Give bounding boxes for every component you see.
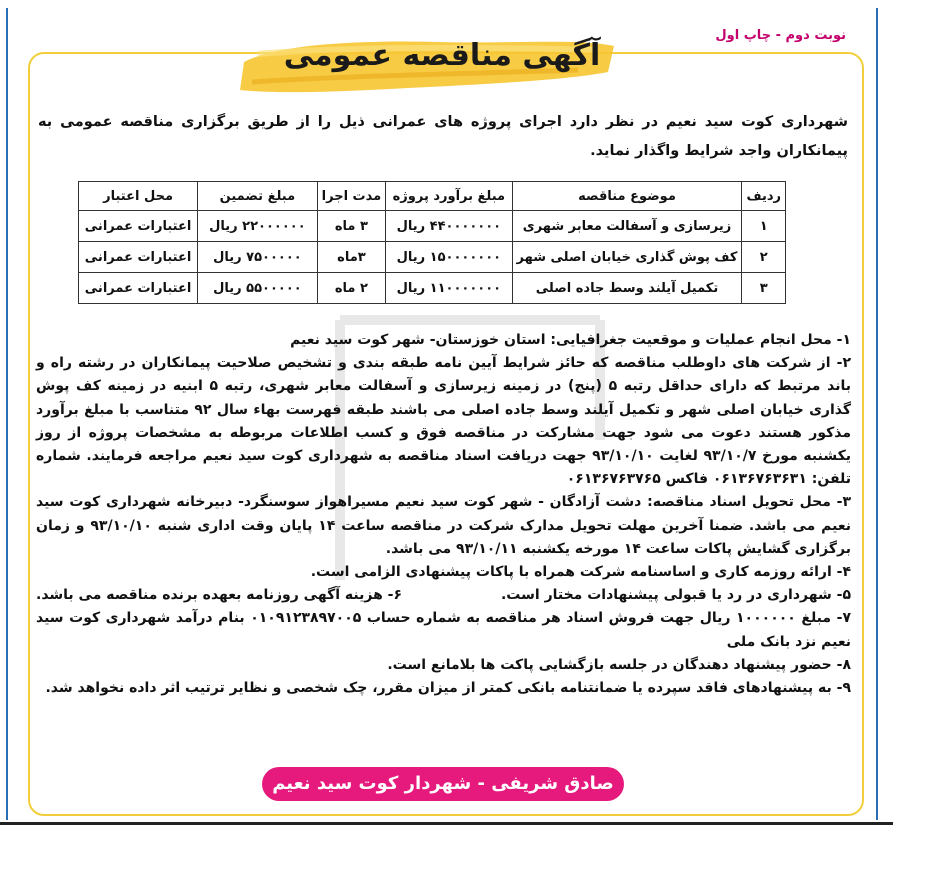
clause-1: ۱- محل انجام عملیات و موقعیت جغرافیایی: استان خوزستان- شهر کوت سید نعیم	[290, 332, 851, 348]
bottom-divider	[0, 822, 893, 825]
clause-3: ۳- محل تحویل اسناد مناقصه: دشت آزادگان - شهر کوت سید نعیم مسیراهواز سوسنگرد- دبیرخانه شهرداری کوت سید نعیم می باشد. ضمنا آخرین مهلت تحویل مدارک شرکت در مناقصه ساعت ۱۴ پایان وقت اداری شنبه ۹۳/۱۰/۱۰ و زمان برگزاری گشایش پاکات ساعت ۱۴ مورخه یکشنبه ۹۳/۱۰/۱۱ می باشد.	[36, 494, 851, 557]
clauses-list	[36, 329, 851, 700]
cell-row-number: ۲	[742, 242, 786, 273]
clause-2: ۲- از شرکت های داوطلب مناقصه که حائز شرایط آیین نامه طبقه بندی و تشخیص صلاحیت پیمانکاران در رشته راه و باند مرتبط که دارای حداقل رتبه ۵ (پنج) در زمینه زیرسازی و آسفالت معابر شهری، رتبه ۵ ابنیه در زمینه کف پوش گذاری خیابان اصلی شهر و تکمیل آیلند وسط جاده اصلی می باشند طبقه فهرست بهاء سال ۹۲ متناسب با مبلغ برآورد مذکور هستند دعوت می شود جهت مشارکت در مناقصه فوق و کسب اطلاعات مربوطه به مشخصات پروژه از روز یکشنبه مورخ ۹۳/۱۰/۷ لغایت ۹۳/۱۰/۱۰ جهت دریافت اسناد مناقصه به شهرداری کوت سید نعیم مراجعه فرمایند. شماره تلفن: ۰۶۱۳۶۷۶۳۶۳۱ فاکس ۰۶۱۳۶۷۶۳۷۶۵	[36, 355, 852, 488]
mayor-signature-badge: صادق شریفی - شهردار کوت سید نعیم	[262, 767, 624, 801]
clause-7: ۷- مبلغ ۱۰۰۰۰۰۰ ریال جهت فروش اسناد هر مناقصه به شماره حساب ۰۱۰۹۱۲۳۸۹۷۰۰۵ بنام درآمد شهرداری کوت سید نعیم نزد بانک ملی	[36, 610, 851, 650]
cell-duration: ۳ ماه	[317, 211, 386, 242]
clause-6: ۶- هزینه آگهی روزنامه بعهده برنده مناقصه می باشد.	[36, 587, 403, 604]
cell-estimate: ۱۱۰۰۰۰۰۰۰ ریال	[386, 273, 512, 304]
clause-5: ۵- شهرداری در رد یا قبولی پیشنهادات مختار است.	[500, 587, 851, 604]
cell-subject: تکمیل آیلند وسط جاده اصلی	[512, 273, 742, 304]
clauses-5-6	[36, 584, 851, 607]
cell-estimate: ۴۴۰۰۰۰۰۰۰ ریال	[386, 211, 512, 242]
cell-row-number: ۱	[742, 211, 786, 242]
clause-8: ۸- حضور پیشنهاد دهندگان در جلسه بازگشایی پاکت ها بلامانع است.	[387, 656, 851, 673]
cell-funding: اعتبارات عمرانی	[79, 242, 198, 273]
table-row	[79, 211, 786, 242]
tenders-table	[78, 181, 786, 304]
header-estimate: مبلغ برآورد پروژه	[386, 182, 512, 211]
clause-9: ۹- به پیشنهادهای فاقد سپرده یا ضمانتنامه بانکی کمتر از میزان مقرر، چک شخصی و نظایر ترتیب اثر داده نخواهد شد.	[45, 680, 851, 697]
intro-paragraph: شهرداری کوت سید نعیم در نظر دارد اجرای پروژه های عمرانی ذیل را از طریق برگزاری مناقصه عمومی به پیمانکاران واجد شرایط واگذار نماید.	[38, 114, 848, 159]
cell-subject: زیرسازی و آسفالت معابر شهری	[512, 211, 742, 242]
clause-4: ۴- ارائه روزمه کاری و اساسنامه شرکت همراه با پاکات پیشنهادی الزامی است.	[310, 564, 851, 581]
cell-guarantee: ۲۲۰۰۰۰۰۰ ریال	[198, 211, 318, 242]
edition-label: نوبت دوم - چاپ اول	[715, 28, 846, 43]
header-duration: مدت اجرا	[317, 182, 386, 211]
cell-duration: ۳ماه	[317, 242, 386, 273]
header-funding: محل اعتبار	[79, 182, 198, 211]
page-title: آگهی مناقصه عمومی	[283, 38, 601, 73]
header-subject: موضوع مناقصه	[512, 182, 742, 211]
header-guarantee: مبلغ تضمین	[198, 182, 318, 211]
table-row	[79, 273, 786, 304]
cell-row-number: ۳	[742, 273, 786, 304]
table-header-row	[79, 182, 786, 211]
header-row-number: ردیف	[742, 182, 786, 211]
cell-funding: اعتبارات عمرانی	[79, 211, 198, 242]
cell-subject: کف پوش گذاری خیابان اصلی شهر	[512, 242, 742, 273]
table-row	[79, 242, 786, 273]
cell-guarantee: ۵۵۰۰۰۰۰ ریال	[198, 273, 318, 304]
cell-guarantee: ۷۵۰۰۰۰۰ ریال	[198, 242, 318, 273]
cell-funding: اعتبارات عمرانی	[79, 273, 198, 304]
cell-duration: ۲ ماه	[317, 273, 386, 304]
cell-estimate: ۱۵۰۰۰۰۰۰۰ ریال	[386, 242, 512, 273]
